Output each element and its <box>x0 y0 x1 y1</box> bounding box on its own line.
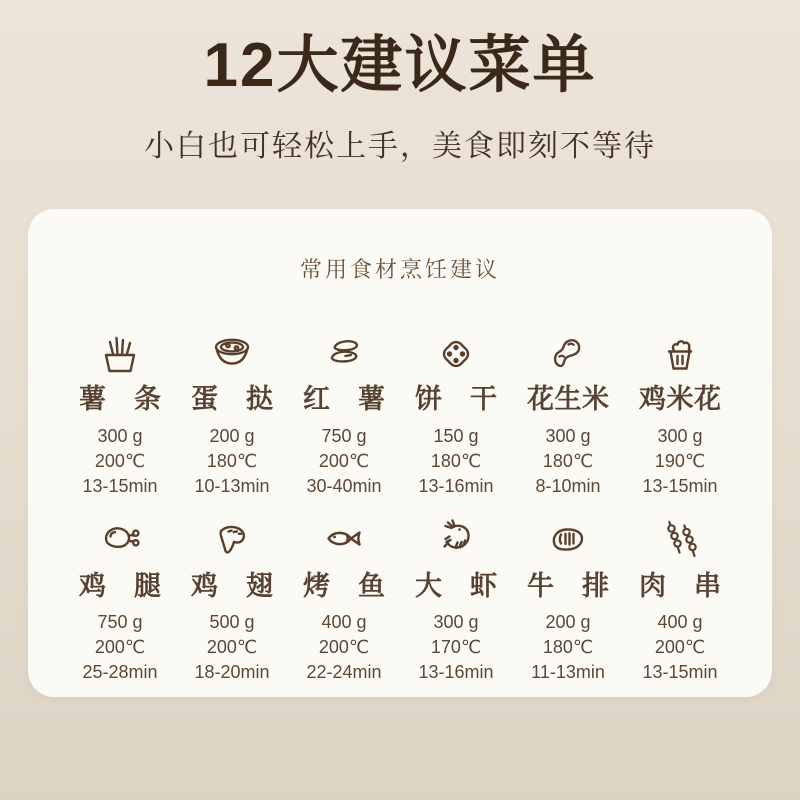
food-weight: 400 g <box>321 612 367 633</box>
food-name: 鸡 翅 <box>191 570 273 601</box>
page-subtitle: 小白也可轻松上手，美食即刻不等待 <box>144 130 656 164</box>
food-time: 8-10min <box>535 475 601 496</box>
food-weight: 300 g <box>545 425 591 446</box>
card-title: 常用食材烹饪建议 <box>299 257 500 283</box>
food-temperature: 200℃ <box>206 637 258 658</box>
food-item <box>624 330 736 498</box>
food-item <box>288 330 400 498</box>
food-name: 薯 条 <box>79 384 161 415</box>
food-name: 烤 鱼 <box>303 570 385 601</box>
food-item <box>176 517 288 685</box>
food-item <box>288 517 400 685</box>
food-time: 10-13min <box>194 475 270 496</box>
food-time: 22-24min <box>306 662 382 683</box>
food-temperature: 180℃ <box>206 450 258 471</box>
food-temperature: 200℃ <box>318 450 370 471</box>
popcorn-chicken-icon <box>656 330 704 376</box>
food-temperature: 180℃ <box>542 637 594 658</box>
food-weight: 200 g <box>209 425 255 446</box>
food-item <box>512 330 624 498</box>
food-temperature: 200℃ <box>654 637 706 658</box>
food-time: 25-28min <box>82 662 158 683</box>
food-name: 鸡 米 花 <box>639 384 721 415</box>
food-item <box>64 330 176 498</box>
food-temperature: 200℃ <box>318 637 370 658</box>
food-weight: 300 g <box>97 425 143 446</box>
food-weight: 500 g <box>209 612 255 633</box>
header <box>0 0 800 165</box>
food-temperature: 180℃ <box>542 450 594 471</box>
food-name: 蛋 挞 <box>191 384 273 415</box>
food-weight: 400 g <box>657 612 703 633</box>
food-time: 13-15min <box>642 662 718 683</box>
food-name: 大 虾 <box>415 570 497 601</box>
chicken-wing-icon <box>208 517 256 563</box>
food-item <box>624 517 736 685</box>
food-name: 肉 串 <box>639 570 721 601</box>
food-weight: 200 g <box>545 612 591 633</box>
food-weight: 150 g <box>433 425 479 446</box>
steak-icon <box>544 517 592 563</box>
food-name: 花 生 米 <box>527 384 609 415</box>
food-time: 13-16min <box>418 662 494 683</box>
fish-icon <box>320 517 368 563</box>
drumstick-icon <box>96 517 144 563</box>
food-weight: 750 g <box>321 425 367 446</box>
food-temperature: 190℃ <box>654 450 706 471</box>
food-name: 红 薯 <box>303 384 385 415</box>
food-item <box>400 517 512 685</box>
food-time: 18-20min <box>194 662 270 683</box>
food-name: 牛 排 <box>527 570 609 601</box>
food-weight: 750 g <box>97 612 143 633</box>
items-grid <box>28 330 772 685</box>
fries-icon <box>96 330 144 376</box>
cooking-guide-card <box>28 209 772 697</box>
food-temperature: 200℃ <box>94 637 146 658</box>
shrimp-icon <box>432 517 480 563</box>
food-weight: 300 g <box>433 612 479 633</box>
biscuit-icon <box>432 330 480 376</box>
food-time: 11-13min <box>531 662 605 683</box>
food-time: 13-16min <box>418 475 494 496</box>
food-time: 13-15min <box>82 475 158 496</box>
food-temperature: 200℃ <box>94 450 146 471</box>
page-title: 12大建议菜单 <box>203 31 597 100</box>
food-name: 鸡 腿 <box>79 570 161 601</box>
food-temperature: 170℃ <box>430 637 482 658</box>
sweet-potato-icon <box>320 330 368 376</box>
food-time: 13-15min <box>642 475 718 496</box>
food-temperature: 180℃ <box>430 450 482 471</box>
food-item <box>176 330 288 498</box>
skewer-icon <box>656 517 704 563</box>
food-time: 30-40min <box>306 475 382 496</box>
peanut-icon <box>544 330 592 376</box>
egg-tart-icon <box>208 330 256 376</box>
food-weight: 300 g <box>657 425 703 446</box>
food-name: 饼 干 <box>415 384 497 415</box>
food-item <box>400 330 512 498</box>
food-item <box>512 517 624 685</box>
food-item <box>64 517 176 685</box>
